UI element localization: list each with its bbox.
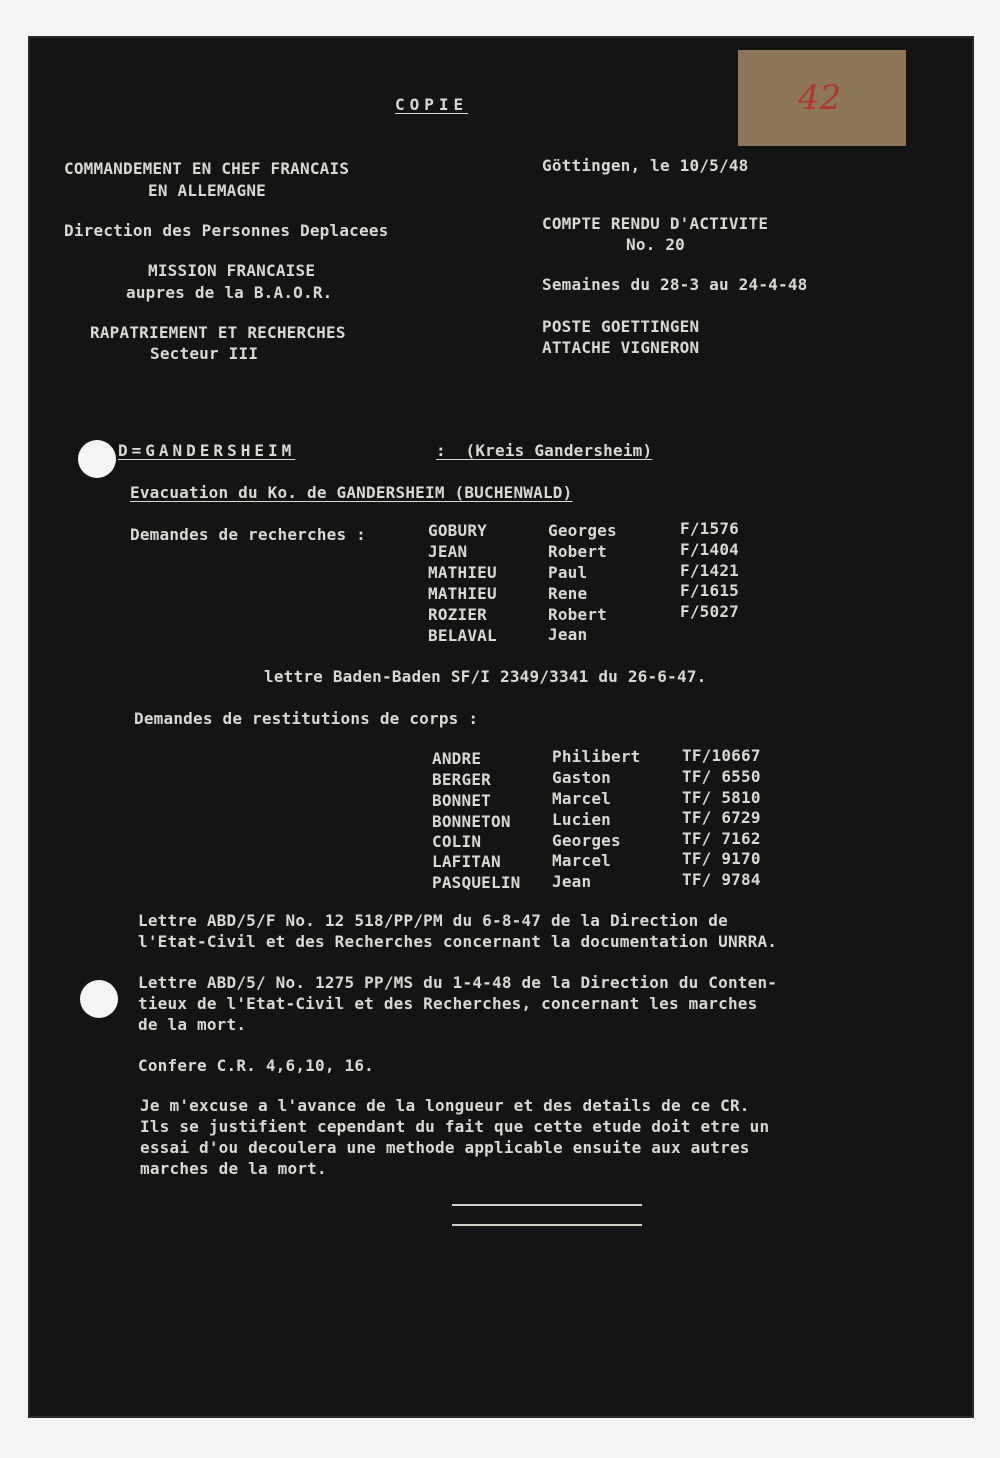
restitution-ref: TF/ 5810 — [682, 788, 761, 807]
document-title: COPIE — [395, 95, 469, 114]
research-letter-reference: lettre Baden-Baden SF/I 2349/3341 du 26-6-47. — [264, 667, 707, 686]
restitution-ref: TF/ 9170 — [682, 849, 761, 868]
closing-rule-top — [452, 1204, 642, 1206]
paragraph-letter-unrra-line: Lettre ABD/5/F No. 12 518/PP/PM du 6-8-47 de la Direction de — [138, 911, 728, 930]
research-surname: JEAN — [428, 542, 468, 561]
paragraph-excuse-line: essai d'ou decoulera une methode applicable ensuite aux autres — [140, 1138, 750, 1157]
research-ref: F/1421 — [680, 561, 739, 580]
report-post: POSTE GOETTINGEN — [542, 317, 700, 336]
restitution-surname: LAFITAN — [432, 852, 501, 871]
archive-number-tag — [738, 50, 906, 146]
research-surname: MATHIEU — [428, 563, 497, 582]
header-command-sub: EN ALLEMAGNE — [148, 181, 266, 200]
report-title: COMPTE RENDU D'ACTIVITE — [542, 214, 769, 233]
restitution-first-name: Philibert — [552, 747, 641, 766]
header-direction: Direction des Personnes Deplacees — [64, 221, 389, 240]
paragraph-excuse-line: Ils se justifient cependant du fait que cette etude doit etre un — [140, 1117, 770, 1136]
header-repatriation: RAPATRIEMENT ET RECHERCHES — [90, 323, 346, 342]
research-first-name: Rene — [548, 584, 588, 603]
restitution-surname: ANDRE — [432, 749, 482, 768]
restitution-ref: TF/ 6729 — [682, 808, 761, 827]
paragraph-excuse-line: marches de la mort. — [140, 1159, 327, 1178]
restitution-ref: TF/ 9784 — [682, 870, 761, 889]
research-surname: BELAVAL — [428, 626, 497, 645]
restitution-ref: TF/ 7162 — [682, 829, 761, 848]
paragraph-letter-marches-line: Lettre ABD/5/ No. 1275 PP/MS du 1-4-48 de la Direction du Conten- — [138, 973, 778, 992]
restitution-ref: TF/ 6550 — [682, 767, 761, 786]
header-mission-sub: aupres de la B.A.O.R. — [126, 283, 333, 302]
restitution-first-name: Marcel — [552, 851, 611, 870]
paragraph-confere: Confere C.R. 4,6,10, 16. — [138, 1056, 374, 1075]
section-subheading: Evacuation du Ko. de GANDERSHEIM (BUCHENWALD) — [130, 483, 573, 502]
research-surname: ROZIER — [428, 605, 487, 624]
closing-rule-bottom — [452, 1224, 642, 1226]
restitution-surname: BONNETON — [432, 812, 511, 831]
research-first-name: Jean — [548, 625, 588, 644]
restitution-first-name: Gaston — [552, 768, 611, 787]
paragraph-letter-marches-line: tieux de l'Etat-Civil et des Recherches, concernant les marches — [138, 994, 758, 1013]
restitution-first-name: Marcel — [552, 789, 611, 808]
research-first-name: Robert — [548, 542, 607, 561]
research-first-name: Paul — [548, 563, 588, 582]
archive-number: 42 — [798, 78, 842, 118]
restitution-surname: BONNET — [432, 791, 491, 810]
restitution-first-name: Lucien — [552, 810, 611, 829]
research-ref: F/1404 — [680, 540, 739, 559]
research-label: Demandes de recherches : — [130, 525, 366, 544]
research-ref: F/1576 — [680, 519, 739, 538]
punch-hole-top — [78, 440, 116, 478]
paragraph-letter-marches-line: de la mort. — [138, 1015, 247, 1034]
research-ref: F/1615 — [680, 581, 739, 600]
header-date: Göttingen, le 10/5/48 — [542, 156, 749, 175]
section-heading-place: D=GANDERSHEIM — [118, 441, 296, 460]
restitution-surname: COLIN — [432, 832, 482, 851]
report-number: No. 20 — [626, 235, 685, 254]
restitution-ref: TF/10667 — [682, 746, 761, 765]
restitution-first-name: Georges — [552, 831, 621, 850]
research-surname: GOBURY — [428, 521, 487, 540]
restitution-surname: BERGER — [432, 770, 491, 789]
paragraph-letter-unrra-line: l'Etat-Civil et des Recherches concernant la documentation UNRRA. — [138, 932, 778, 951]
punch-hole-bottom — [80, 980, 118, 1018]
research-surname: MATHIEU — [428, 584, 497, 603]
section-heading-district: : (Kreis Gandersheim) — [436, 441, 653, 460]
report-weeks: Semaines du 28-3 au 24-4-48 — [542, 275, 808, 294]
restitution-surname: PASQUELIN — [432, 873, 521, 892]
report-attache: ATTACHE VIGNERON — [542, 338, 700, 357]
research-first-name: Georges — [548, 521, 617, 540]
research-ref: F/5027 — [680, 602, 739, 621]
research-first-name: Robert — [548, 605, 607, 624]
header-mission: MISSION FRANCAISE — [148, 261, 316, 280]
paragraph-excuse-line: Je m'excuse a l'avance de la longueur et des details de ce CR. — [140, 1096, 750, 1115]
restitution-first-name: Jean — [552, 872, 592, 891]
header-command: COMMANDEMENT EN CHEF FRANCAIS — [64, 159, 350, 178]
header-sector: Secteur III — [150, 344, 259, 363]
restitution-label: Demandes de restitutions de corps : — [134, 709, 479, 728]
